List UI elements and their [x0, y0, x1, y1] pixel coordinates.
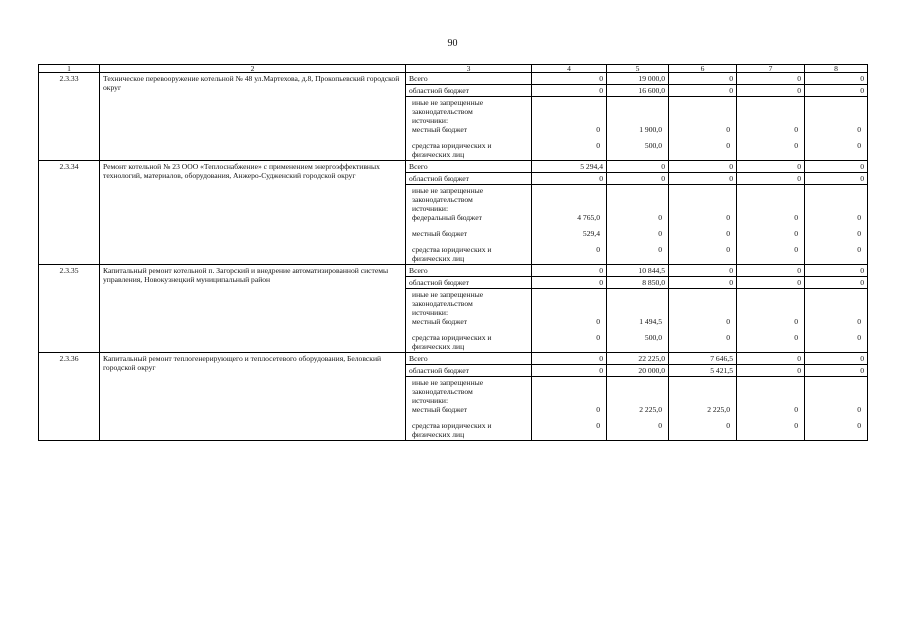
source-label: местный бюджет [412, 405, 468, 414]
value-cell: 0 [737, 173, 805, 185]
column-number: 4 [532, 65, 607, 73]
value-cell: 529,4 [582, 229, 600, 238]
other-sources-heading-3: источники: [412, 116, 449, 125]
value-cell: 0 [658, 229, 662, 238]
value-stack [737, 289, 805, 353]
other-sources-cell [406, 377, 532, 441]
value-cell: 0 [669, 277, 737, 289]
value-stack [805, 289, 868, 353]
value-cell: 0 [737, 73, 805, 85]
value-stack [669, 377, 737, 441]
value-cell: 0 [658, 245, 662, 254]
value-cell: 0 [805, 161, 868, 173]
value-cell: 0 [669, 161, 737, 173]
value-stack [669, 289, 737, 353]
value-cell: 0 [805, 365, 868, 377]
value-cell: 0 [794, 421, 798, 430]
table-row-total [39, 353, 868, 365]
column-number: 1 [39, 65, 100, 73]
other-sources-heading-3: источники: [412, 396, 449, 405]
value-cell: 0 [596, 333, 600, 342]
value-cell: 0 [737, 365, 805, 377]
source-label: средства юридических и физических лиц [412, 421, 492, 439]
value-cell: 0 [805, 73, 868, 85]
value-cell: 0 [726, 125, 730, 134]
value-cell: 0 [857, 245, 861, 254]
other-sources-cell [406, 289, 532, 353]
value-cell: 7 646,5 [669, 353, 737, 365]
value-cell: 0 [532, 365, 607, 377]
value-cell: 0 [794, 125, 798, 134]
column-number: 7 [737, 65, 805, 73]
value-cell: 16 600,0 [607, 85, 669, 97]
value-cell: 1 900,0 [639, 125, 662, 134]
value-cell: 4 765,0 [577, 213, 600, 222]
table-row-total [39, 161, 868, 173]
value-cell: 10 844,5 [607, 265, 669, 277]
value-cell: 0 [857, 125, 861, 134]
column-number: 3 [406, 65, 532, 73]
value-cell: 0 [532, 353, 607, 365]
value-stack [607, 377, 669, 441]
value-cell: 0 [669, 73, 737, 85]
source-label: областной бюджет [406, 277, 532, 289]
value-cell: 0 [794, 317, 798, 326]
value-cell: 0 [726, 245, 730, 254]
source-label: Всего [406, 353, 532, 365]
value-cell: 22 225,0 [607, 353, 669, 365]
item-code: 2.3.36 [39, 353, 100, 441]
value-cell: 0 [805, 353, 868, 365]
value-cell: 19 000,0 [607, 73, 669, 85]
value-stack [532, 289, 607, 353]
other-sources-heading-1: иные не запрещенные [412, 378, 484, 387]
value-cell: 0 [658, 213, 662, 222]
value-cell: 0 [726, 421, 730, 430]
value-cell: 0 [805, 277, 868, 289]
value-cell: 0 [794, 245, 798, 254]
value-cell: 0 [607, 161, 669, 173]
value-stack [737, 377, 805, 441]
value-cell: 0 [737, 265, 805, 277]
item-name: Капитальный ремонт котельной п. Загорский и внедрение автоматизированной системы управления, Новокузнецкий муниципальный район [100, 265, 406, 353]
column-number: 6 [669, 65, 737, 73]
value-cell: 0 [857, 229, 861, 238]
other-sources-heading-3: источники: [412, 308, 449, 317]
value-cell: 0 [607, 173, 669, 185]
value-cell: 0 [532, 73, 607, 85]
value-cell: 0 [794, 141, 798, 150]
other-sources-heading-1: иные не запрещенные [412, 186, 484, 195]
value-cell: 0 [857, 141, 861, 150]
value-cell: 0 [726, 229, 730, 238]
value-cell: 0 [805, 173, 868, 185]
other-sources-heading-3: источники: [412, 204, 449, 213]
other-sources-cell [406, 97, 532, 161]
value-cell: 0 [726, 213, 730, 222]
value-stack [532, 185, 607, 265]
item-name: Капитальный ремонт теплогенерирующего и теплосетевого оборудования, Беловский городской округ [100, 353, 406, 441]
value-cell: 0 [794, 333, 798, 342]
source-label: местный бюджет [412, 317, 468, 326]
other-sources-cell [406, 185, 532, 265]
value-cell: 0 [532, 265, 607, 277]
value-stack [805, 97, 868, 161]
value-cell: 0 [596, 141, 600, 150]
value-cell: 0 [532, 173, 607, 185]
value-cell: 0 [805, 85, 868, 97]
value-cell: 0 [669, 173, 737, 185]
source-label: местный бюджет [412, 229, 468, 238]
value-stack [607, 185, 669, 265]
other-sources-heading-2: законодательством [412, 299, 473, 308]
financing-table [38, 64, 868, 441]
value-cell: 0 [737, 85, 805, 97]
column-number: 5 [607, 65, 669, 73]
item-code: 2.3.34 [39, 161, 100, 265]
value-cell: 0 [857, 333, 861, 342]
source-label: местный бюджет [412, 125, 468, 134]
column-number: 2 [100, 65, 406, 73]
source-label: Всего [406, 161, 532, 173]
value-cell: 2 225,0 [639, 405, 662, 414]
source-label: областной бюджет [406, 173, 532, 185]
table-row-total [39, 73, 868, 85]
value-cell: 5 421,5 [669, 365, 737, 377]
value-cell: 0 [794, 213, 798, 222]
source-label: федеральный бюджет [412, 213, 482, 222]
column-number-row [39, 65, 868, 73]
other-sources-heading-1: иные не запрещенные [412, 98, 484, 107]
item-name: Техническое перевооружение котельной № 48 ул.Мартехова, д.8, Прокопьевский городской округ [100, 73, 406, 161]
value-cell: 1 494,5 [639, 317, 662, 326]
item-name: Ремонт котельной № 23 ООО «Теплоснабжение» с применением энергоэффективных технологий, материалов, оборудования, Анжеро-Судженский городской округ [100, 161, 406, 265]
value-stack [607, 97, 669, 161]
value-stack [737, 185, 805, 265]
source-label: средства юридических и физических лиц [412, 141, 492, 159]
value-cell: 0 [857, 405, 861, 414]
value-cell: 5 294,4 [532, 161, 607, 173]
value-stack [737, 97, 805, 161]
value-cell: 0 [794, 229, 798, 238]
value-stack [607, 289, 669, 353]
value-stack [532, 97, 607, 161]
source-label: областной бюджет [406, 365, 532, 377]
value-cell: 0 [596, 317, 600, 326]
value-cell: 0 [726, 317, 730, 326]
other-sources-heading-1: иные не запрещенные [412, 290, 484, 299]
value-stack [669, 97, 737, 161]
value-cell: 500,0 [644, 333, 662, 342]
value-cell: 0 [857, 317, 861, 326]
value-cell: 0 [669, 85, 737, 97]
other-sources-heading-2: законодательством [412, 107, 473, 116]
source-label: Всего [406, 73, 532, 85]
value-cell: 20 000,0 [607, 365, 669, 377]
value-cell: 0 [658, 421, 662, 430]
value-cell: 0 [596, 125, 600, 134]
value-cell: 0 [737, 353, 805, 365]
source-label: средства юридических и физических лиц [412, 245, 492, 263]
value-stack [669, 185, 737, 265]
value-cell: 0 [857, 213, 861, 222]
item-code: 2.3.35 [39, 265, 100, 353]
value-cell: 0 [532, 277, 607, 289]
value-cell: 0 [794, 405, 798, 414]
value-cell: 0 [596, 421, 600, 430]
value-cell: 0 [596, 405, 600, 414]
value-cell: 500,0 [644, 141, 662, 150]
source-label: Всего [406, 265, 532, 277]
item-code: 2.3.33 [39, 73, 100, 161]
value-cell: 0 [726, 333, 730, 342]
value-stack [805, 377, 868, 441]
value-cell: 0 [532, 85, 607, 97]
value-cell: 0 [857, 421, 861, 430]
value-cell: 0 [669, 265, 737, 277]
source-label: средства юридических и физических лиц [412, 333, 492, 351]
value-cell: 0 [805, 265, 868, 277]
table-row-total [39, 265, 868, 277]
value-stack [532, 377, 607, 441]
value-cell: 0 [737, 277, 805, 289]
other-sources-heading-2: законодательством [412, 195, 473, 204]
value-cell: 2 225,0 [707, 405, 730, 414]
other-sources-heading-2: законодательством [412, 387, 473, 396]
column-number: 8 [805, 65, 868, 73]
source-label: областной бюджет [406, 85, 532, 97]
value-cell: 0 [726, 141, 730, 150]
value-cell: 8 850,0 [607, 277, 669, 289]
value-cell: 0 [596, 245, 600, 254]
value-stack [805, 185, 868, 265]
value-cell: 0 [737, 161, 805, 173]
page-number: 90 [447, 38, 458, 49]
